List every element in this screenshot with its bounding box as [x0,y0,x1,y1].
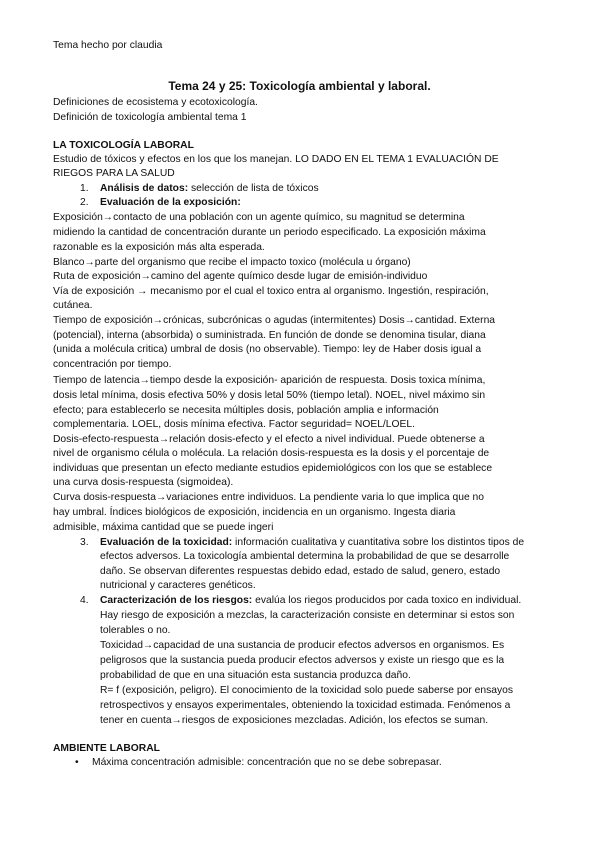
intro-line-1: Definiciones de ecosistema y ecotoxicología. [53,97,258,108]
list-item-text: evalúa los riegos producidos por cada toxico en individual. [252,595,522,606]
list-item-text: información cualitativa y cuantitativa sobre los distintos tipos de [232,537,525,548]
list-item-label: Caracterización de los riesgos: [100,595,253,606]
text-line: Exposición→contacto de una población con un agente químico, su magnitud se determina [53,212,465,223]
laboral-desc-line: RIEGOS PARA LA SALUD [53,168,175,179]
text-line: Tiempo de exposición→crónicas, subcrónicas o agudas (intermitentes) Dosis→cantidad. Externa [53,315,496,326]
text-line: cutánea. [53,300,93,311]
text-line: razonable es la exposición más alta esperada. [53,242,265,253]
text-line: nutricional y caracteres genéticos. [100,580,256,591]
list-item-exposicion-label: Evaluación de la exposición: [100,197,241,208]
list-item-label: Análisis de datos: [100,183,189,194]
text-line: tolerables o no. [100,625,171,636]
text-line: daño. Se observan diferentes respuestas debido edad, estado de salud, genero, estado [100,566,501,577]
section-heading-ambiente: AMBIENTE LABORAL [53,743,160,754]
text-line: individuas que presentan un efecto mediante estudios epidemiológicos con los que se establece [53,463,493,474]
list-number: 3. [80,537,89,548]
text-line: Toxicidad→capacidad de una sustancia de producir efectos adversos en organismos. Es [100,640,505,651]
text-line: Curva dosis-respuesta→variaciones entre individuos. La pendiente varia lo que implica que no [53,492,485,503]
list-number: 2. [80,197,89,208]
text-line: complementaria. LOEL, dosis mínima efectiva. Factor seguridad= NOEL/LOEL. [53,419,415,430]
list-item-toxicidad [100,535,530,550]
laboral-desc-line: Estudio de tóxicos y efectos en los que los manejan. LO DADO EN EL TEMA 1 EVALUACIÓN DE [53,154,499,165]
text-line: midiendo la cantidad de concentración durante un periodo especificado. La exposición máxima [53,227,486,238]
text-line: hay umbral. Índices biológicos de exposición, incidencia en un organismo. Ingesta diaria [53,507,456,518]
text-line: Dosis-efecto-respuesta→relación dosis-efecto y el efecto a nivel individual. Puede obtenerse a [53,434,485,445]
text-line: R= f (exposición, peligro). El conocimiento de la toxicidad solo puede saberse por ensayos [100,685,513,696]
text-line: nivel de organismo célula o molécula. La relación dosis-respuesta es la dosis y el porcentaje de [53,448,490,459]
author-header: Tema hecho por claudia [53,40,163,51]
list-item-label: Evaluación de la toxicidad: [100,537,233,548]
text-line: Hay riesgo de exposición a mezclas, la caracterización consiste en determinar si estos son [100,610,515,621]
text-line: Blanco→parte del organismo que recibe el impacto toxico (molécula u órgano) [53,257,411,268]
text-line: retrospectivos y ensayos experimentales, obteniendo la toxicidad estimada. Fenómenos a [100,700,511,711]
intro-line-2: Definición de toxicología ambiental tema 1 [53,112,247,123]
list-item-text: selección de lista de tóxicos [188,183,319,194]
text-line: Tiempo de latencia→tiempo desde la exposición- aparición de respuesta. Dosis toxica mínima, [53,375,486,386]
text-line: probabilidad de que en una situación esta sustancia produzca daño. [100,670,411,681]
list-number: 1. [80,183,89,194]
text-line: tener en cuenta→riesgos de exposiciones mezcladas. Adición, los efectos se suman. [100,715,489,726]
text-line: efectos adversos. La toxicología ambiental determina la probabilidad de que se desarrolle [100,551,510,562]
text-line: dosis letal mínima, dosis efectiva 50% y dosis letal 50% (tiempo letal). NOEL, nivel máximo sin [53,390,486,401]
text-line: (potencial), interna (absorbida) o suministrada. En función de donde se denomina tisular, diana [53,330,486,341]
text-line: admisible, máxima cantidad que se puede ingeri [53,522,274,533]
section-heading-laboral: LA TOXICOLOGÍA LABORAL [53,140,194,151]
list-item-analisis [100,181,530,196]
list-number: 4. [80,595,89,606]
bullet-icon: • [75,757,79,768]
text-line: concentración por tiempo. [53,359,172,370]
text-line: una curva dosis-respuesta (sigmoidea). [53,477,234,488]
page-title: Tema 24 y 25: Toxicología ambiental y laboral. [168,79,431,93]
text-line: Ruta de exposición→camino del agente químico desde lugar de emisión-individuo [53,271,428,282]
text-line: efecto; para establecerlo se necesita múltiples dosis, población amplia e información [53,405,439,416]
text-line: (unida a molécula critica) umbral de dosis (no observable). Tiempo: ley de Haber dosis igual a [53,344,482,355]
text-line: peligrosos que la sustancia pueda producir efectos adversos y existe un riesgo que es la [100,655,505,666]
list-item-riesgos [100,593,530,608]
text-line: Vía de exposición → mecanismo por el cual el toxico entra al organismo. Ingestión, respiración, [53,286,489,297]
bullet-item: Máxima concentración admisible: concentración que no se debe sobrepasar. [92,757,442,768]
